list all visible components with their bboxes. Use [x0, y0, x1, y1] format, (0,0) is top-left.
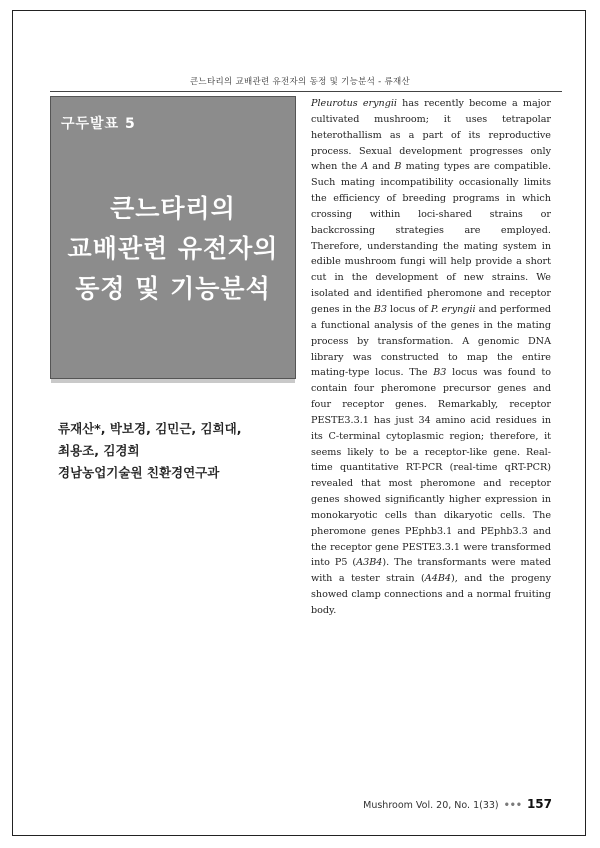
page-number: 157 — [526, 797, 552, 811]
page-footer — [363, 797, 552, 811]
running-header: 큰느타리의 교배관련 유전자의 동정 및 기능분석 - 류재산 — [189, 77, 411, 87]
title-line-2: 교배관련 유전자의 — [67, 234, 279, 263]
abstract-paragraph: Pleurotus eryngii has recently become a major cultivated mushroom; it uses tetrapolar heterothallism as a part of its reproductive process. Sexual development progresses only when the A and B mating types are compatible. Such mating incompatibility occasionally limits the efficiency of breeding programs in which crossing within loci-shared strains or backcrossing strategies are employed. Therefore, understanding the mating system in edible mushroom fungi will help provide a short cut in the development of new strains. We isolated and identified pheromone and receptor genes in the B3 locus of P. eryngii and performed a functional analysis of the genes in the mating process by transformation. A genomic DNA library was constructed to map the entire mating-type locus. The B3 locus was found to contain four pheromone precursor genes and four receptor genes. Remarkably, receptor PESTE3.3.1 has just 34 amino acid residues in its C-terminal cytoplasmic region; therefore, it seems likely to be a receptor-like gene. Real-time quantitative RT-PCR (real-time qRT-PCR) revealed that most pheromone and receptor genes showed significantly higher expression in monokaryotic cells than dikaryotic cells. The pheromone genes PEphb3.1 and PEphb3.3 and the receptor gene PESTE3.3.1 were transformed into P5 (A3B4). The transformants were mated with a tester strain (A4B4), and the progeny showed clamp connections and a normal fruiting body. — [311, 98, 552, 616]
abstract — [311, 96, 551, 619]
title-line-3: 동정 및 기능분석 — [75, 274, 271, 303]
author-block — [58, 418, 298, 484]
session-label: 구두발표 5 — [61, 116, 136, 132]
species-name: Pleurotus eryngii — [311, 98, 397, 109]
affiliation: 경남농업기술원 친환경연구과 — [58, 465, 220, 480]
authors-line-2: 최용조, 김경희 — [58, 443, 140, 458]
paper-title — [51, 189, 295, 309]
journal-citation: Mushroom Vol. 20, No. 1(33) — [363, 800, 499, 811]
header-rule — [50, 91, 562, 92]
footer-dots: ••• — [503, 800, 522, 811]
authors-line-1: 류재산*, 박보경, 김민근, 김희대, — [58, 421, 242, 436]
title-box — [50, 96, 296, 379]
title-line-1: 큰느타리의 — [110, 194, 236, 223]
